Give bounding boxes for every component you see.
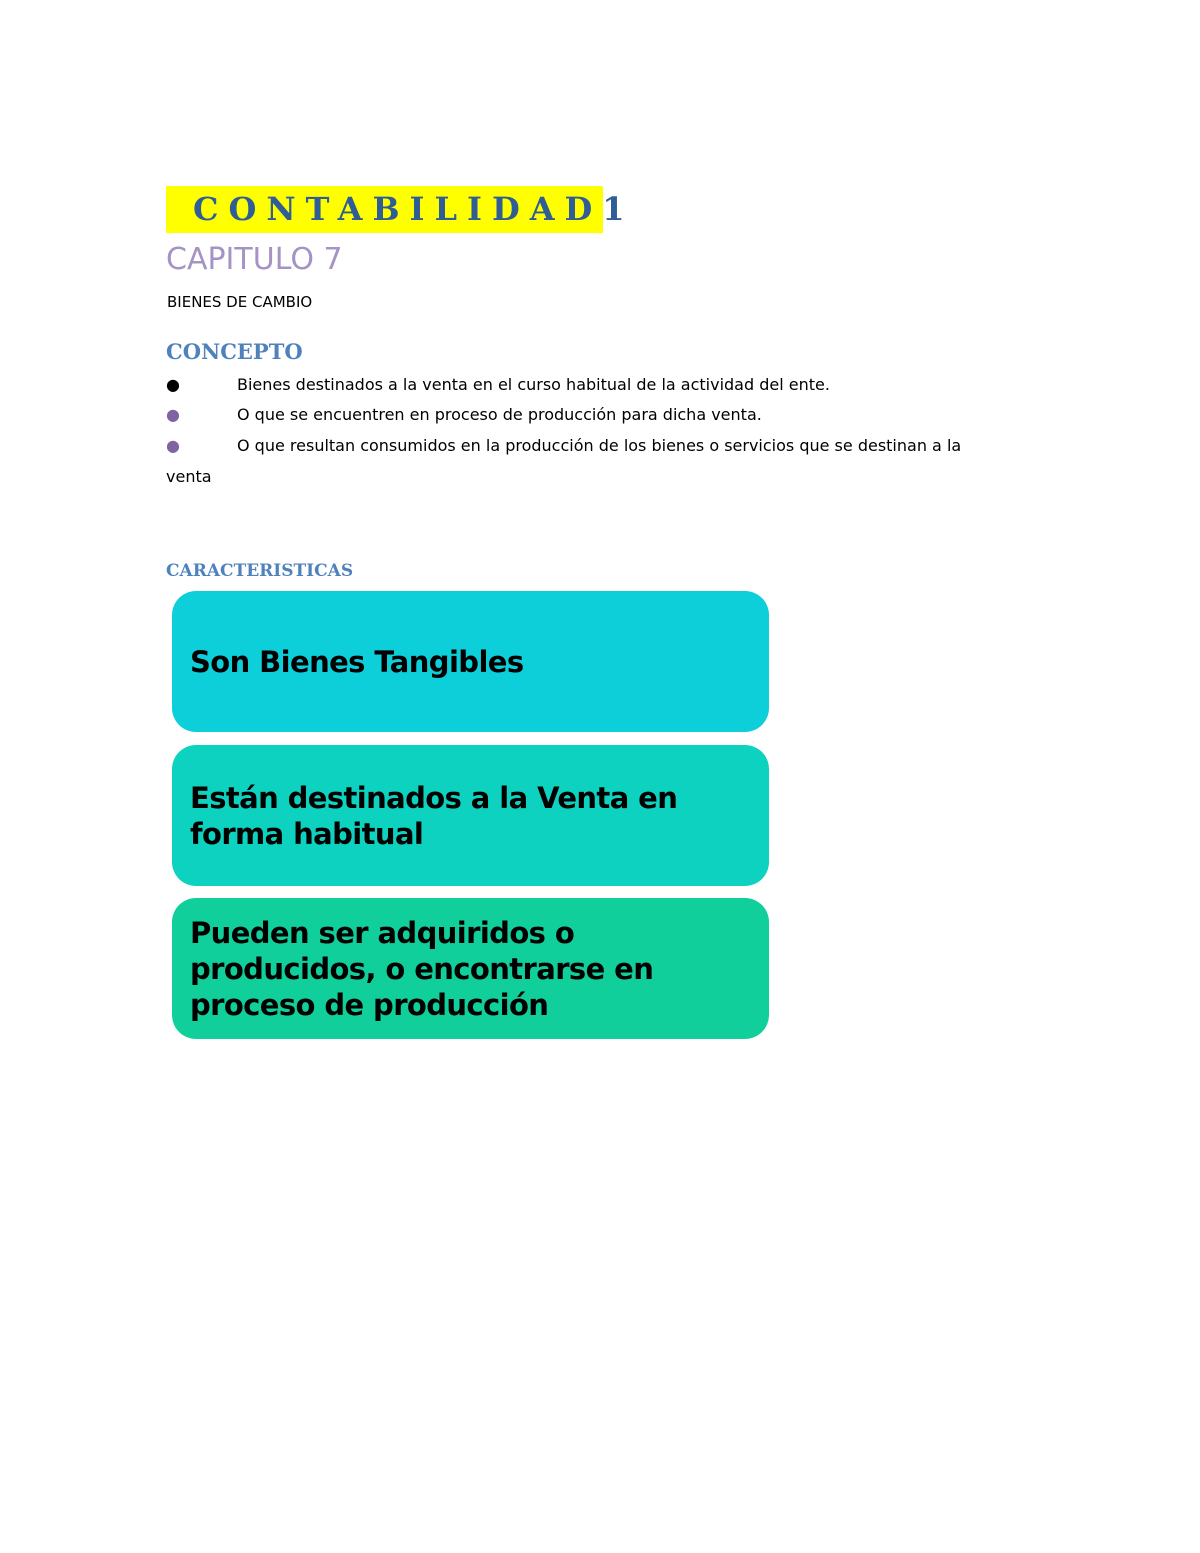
course-title-highlight [166,186,635,233]
caracteristicas-heading: CARACTERISTICAS [166,561,354,581]
characteristic-card [172,591,769,732]
characteristic-card-text: Son Bienes Tangibles [190,644,524,679]
concepto-heading: CONCEPTO [166,339,303,364]
characteristic-card [172,898,769,1039]
characteristic-card-text: Pueden ser adquiridos o producidos, o encontrarse en proceso de producción [190,915,654,1022]
list-item-text: Bienes destinados a la venta en el curso habitual de la actividad del ente. [237,375,830,394]
characteristic-card-text: Están destinados a la Venta en forma habitual [190,780,678,851]
list-item-continuation: venta [166,467,212,486]
characteristic-card [172,745,769,886]
course-title: CONTABILIDAD1 [193,190,635,228]
list-item-text: O que se encuentren en proceso de producción para dicha venta. [237,405,762,424]
chapter-title: CAPITULO 7 [166,242,343,277]
bullet-icon: ● [166,375,180,394]
bullet-icon: ● [166,436,180,455]
topic-subtitle: BIENES DE CAMBIO [167,293,313,311]
list-item-text: O que resultan consumidos en la producción de los bienes o servicios que se destinan a la [237,436,962,455]
bullet-icon: ● [166,405,180,424]
